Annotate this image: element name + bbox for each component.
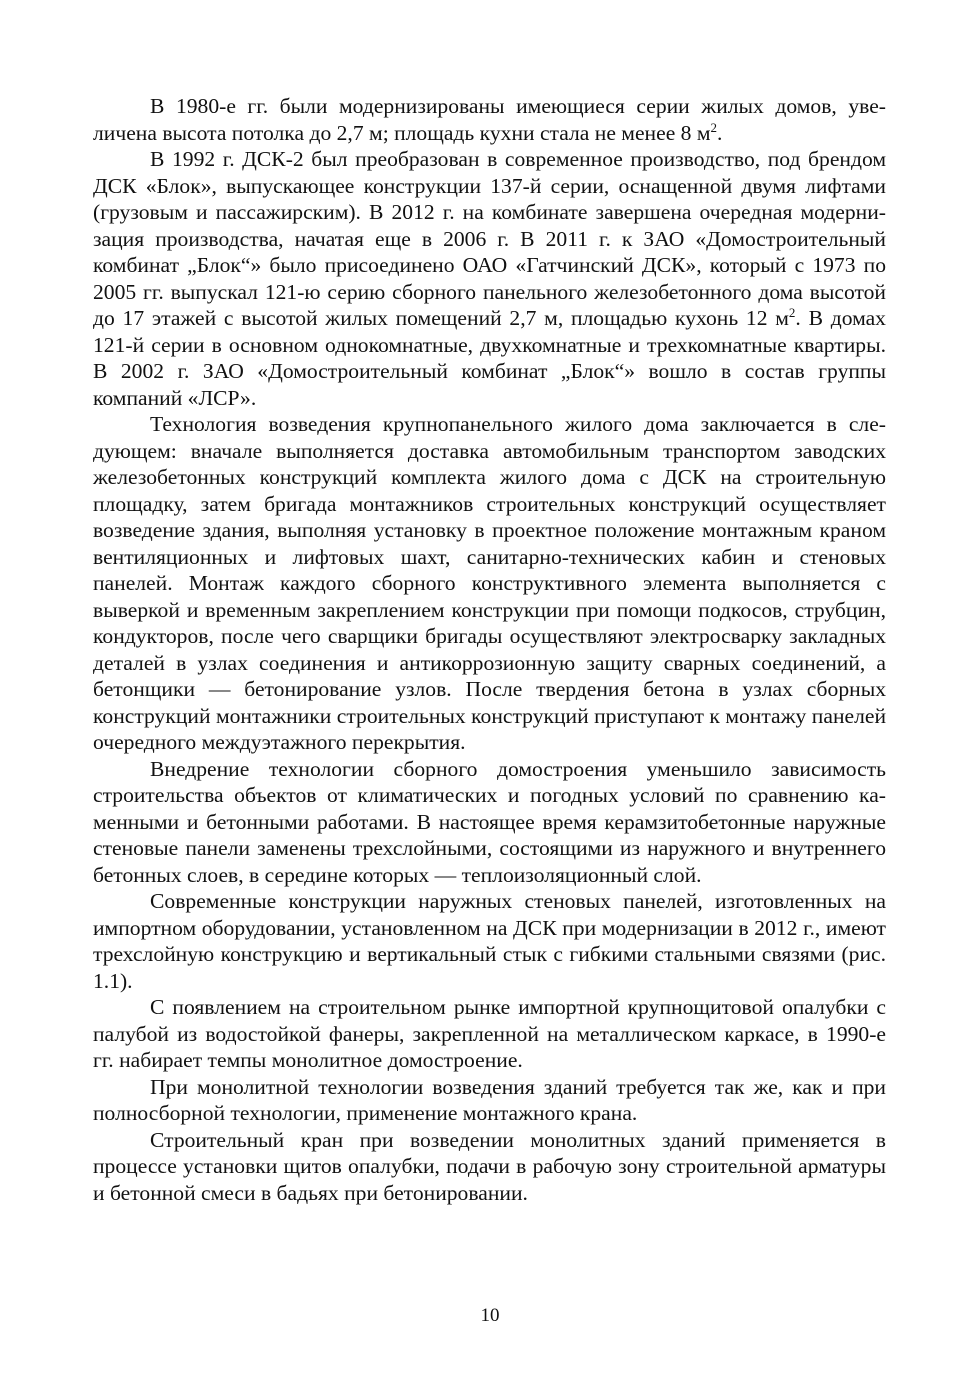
page-body <box>93 93 886 1206</box>
superscript-2: 2 <box>710 119 718 135</box>
paragraph-7: При монолитной технологии возведения зданий требуется так же, как и при полносборной технологии, применение монтажного крана. <box>93 1074 886 1125</box>
superscript-2: 2 <box>788 305 796 320</box>
paragraph-8: Строительный кран при возведении монолитных зданий применяется в процессе установки щитов опалубки, подачи в рабочую зону строительной арматуры и бетонной смеси в бадьях при бетонировании. <box>93 1127 886 1205</box>
paragraph-6: С появлением на строительном рынке импортной крупнощитовой опалубки с палубой из водостойкой фанеры, закрепленной на металлическом каркасе, в 1990-е гг. набирает темпы монолитное домостроение. <box>93 995 886 1072</box>
page-number: 10 <box>480 1305 500 1326</box>
paragraph-3: Технология возведения крупнопанельного жилого дома заключается в следующем: вначале выполняется доставка автомобильным транспортом заводских железобетонных конструкций комплекта жилого дома с ДСК на строительную площадку, затем бригада монтажников строительных конструкций осуществляет возведение здания, выполняя установку в проектное положение монтажным краном вентиляционных и лифтовых шахт, санитарно-технических кабин и стеновых панелей. Монтаж каждого сборного конструктивного элемента выполняется с выверкой и временным закреплением конструкции при помощи подкосов, струбцин, кондукторов, после чего сварщики бригады осуществляют электросварку закладных деталей в узлах соединения и антикоррозионную защиту сварных соединений, а бетонщики — бетонирование узлов. После твердения бетона в узлах сборных конструкций монтажники строительных конструкций приступают к монтажу панелей очередного междуэтажного перекрытия. <box>93 412 886 754</box>
paragraph-2: В 1992 г. ДСК-2 был преобразован в современное производство, под брендом ДСК «Блок», выпускающее конструкции 137-й серии, оснащенной двумя лифтами (грузовым и пассажирским). В 2012 г. на комбинате завершена очередная модернизация производства, начатая еще в 2006 г. В 2011 г. к ЗАО «Домостроительный комбинат „Блок“» было присоединено ОАО «Гатчинский ДСК», который с 1973 по 2005 гг. выпускал 121-ю серию сборного панельного железобетонного дома высотой до 17 этажей с высотой жилых помещений 2,7 м, площадью кухонь 12 $м^2$. В домах 121-й серии в основном однокомнатные, двухкомнатные и трехкомнатные квартиры. В 2002 г. ЗАО «Домостроительный комбинат „Блок“» вошло в состав группы компаний «ЛСР». <box>93 147 886 410</box>
paragraph-1: В 1980-е гг. были модернизированы имеющиеся серии жилых домов, увеличена высота потолка до 2,7 м; площадь кухни стала не менее 8 $м^2$. <box>93 94 886 145</box>
paragraph-4: Внедрение технологии сборного домостроения уменьшило зависимость строительства объектов от климатических и погодных условий по сравнению каменными и бетонными работами. В настоящее время керамзитобетонные наружные стеновые панели заменены трехслойными, состоящими из наружного и внутреннего бетонных слоев, в середине которых — теплоизоляционный слой. <box>93 756 886 887</box>
paragraph-5: Современные конструкции наружных стеновых панелей, изготовленных на импортном оборудовании, установленном на ДСК при модернизации в 2012 г., имеют трехслойную конструкцию и вертикальный стык с гибкими стальными связями (рис. 1.1). <box>93 889 886 993</box>
